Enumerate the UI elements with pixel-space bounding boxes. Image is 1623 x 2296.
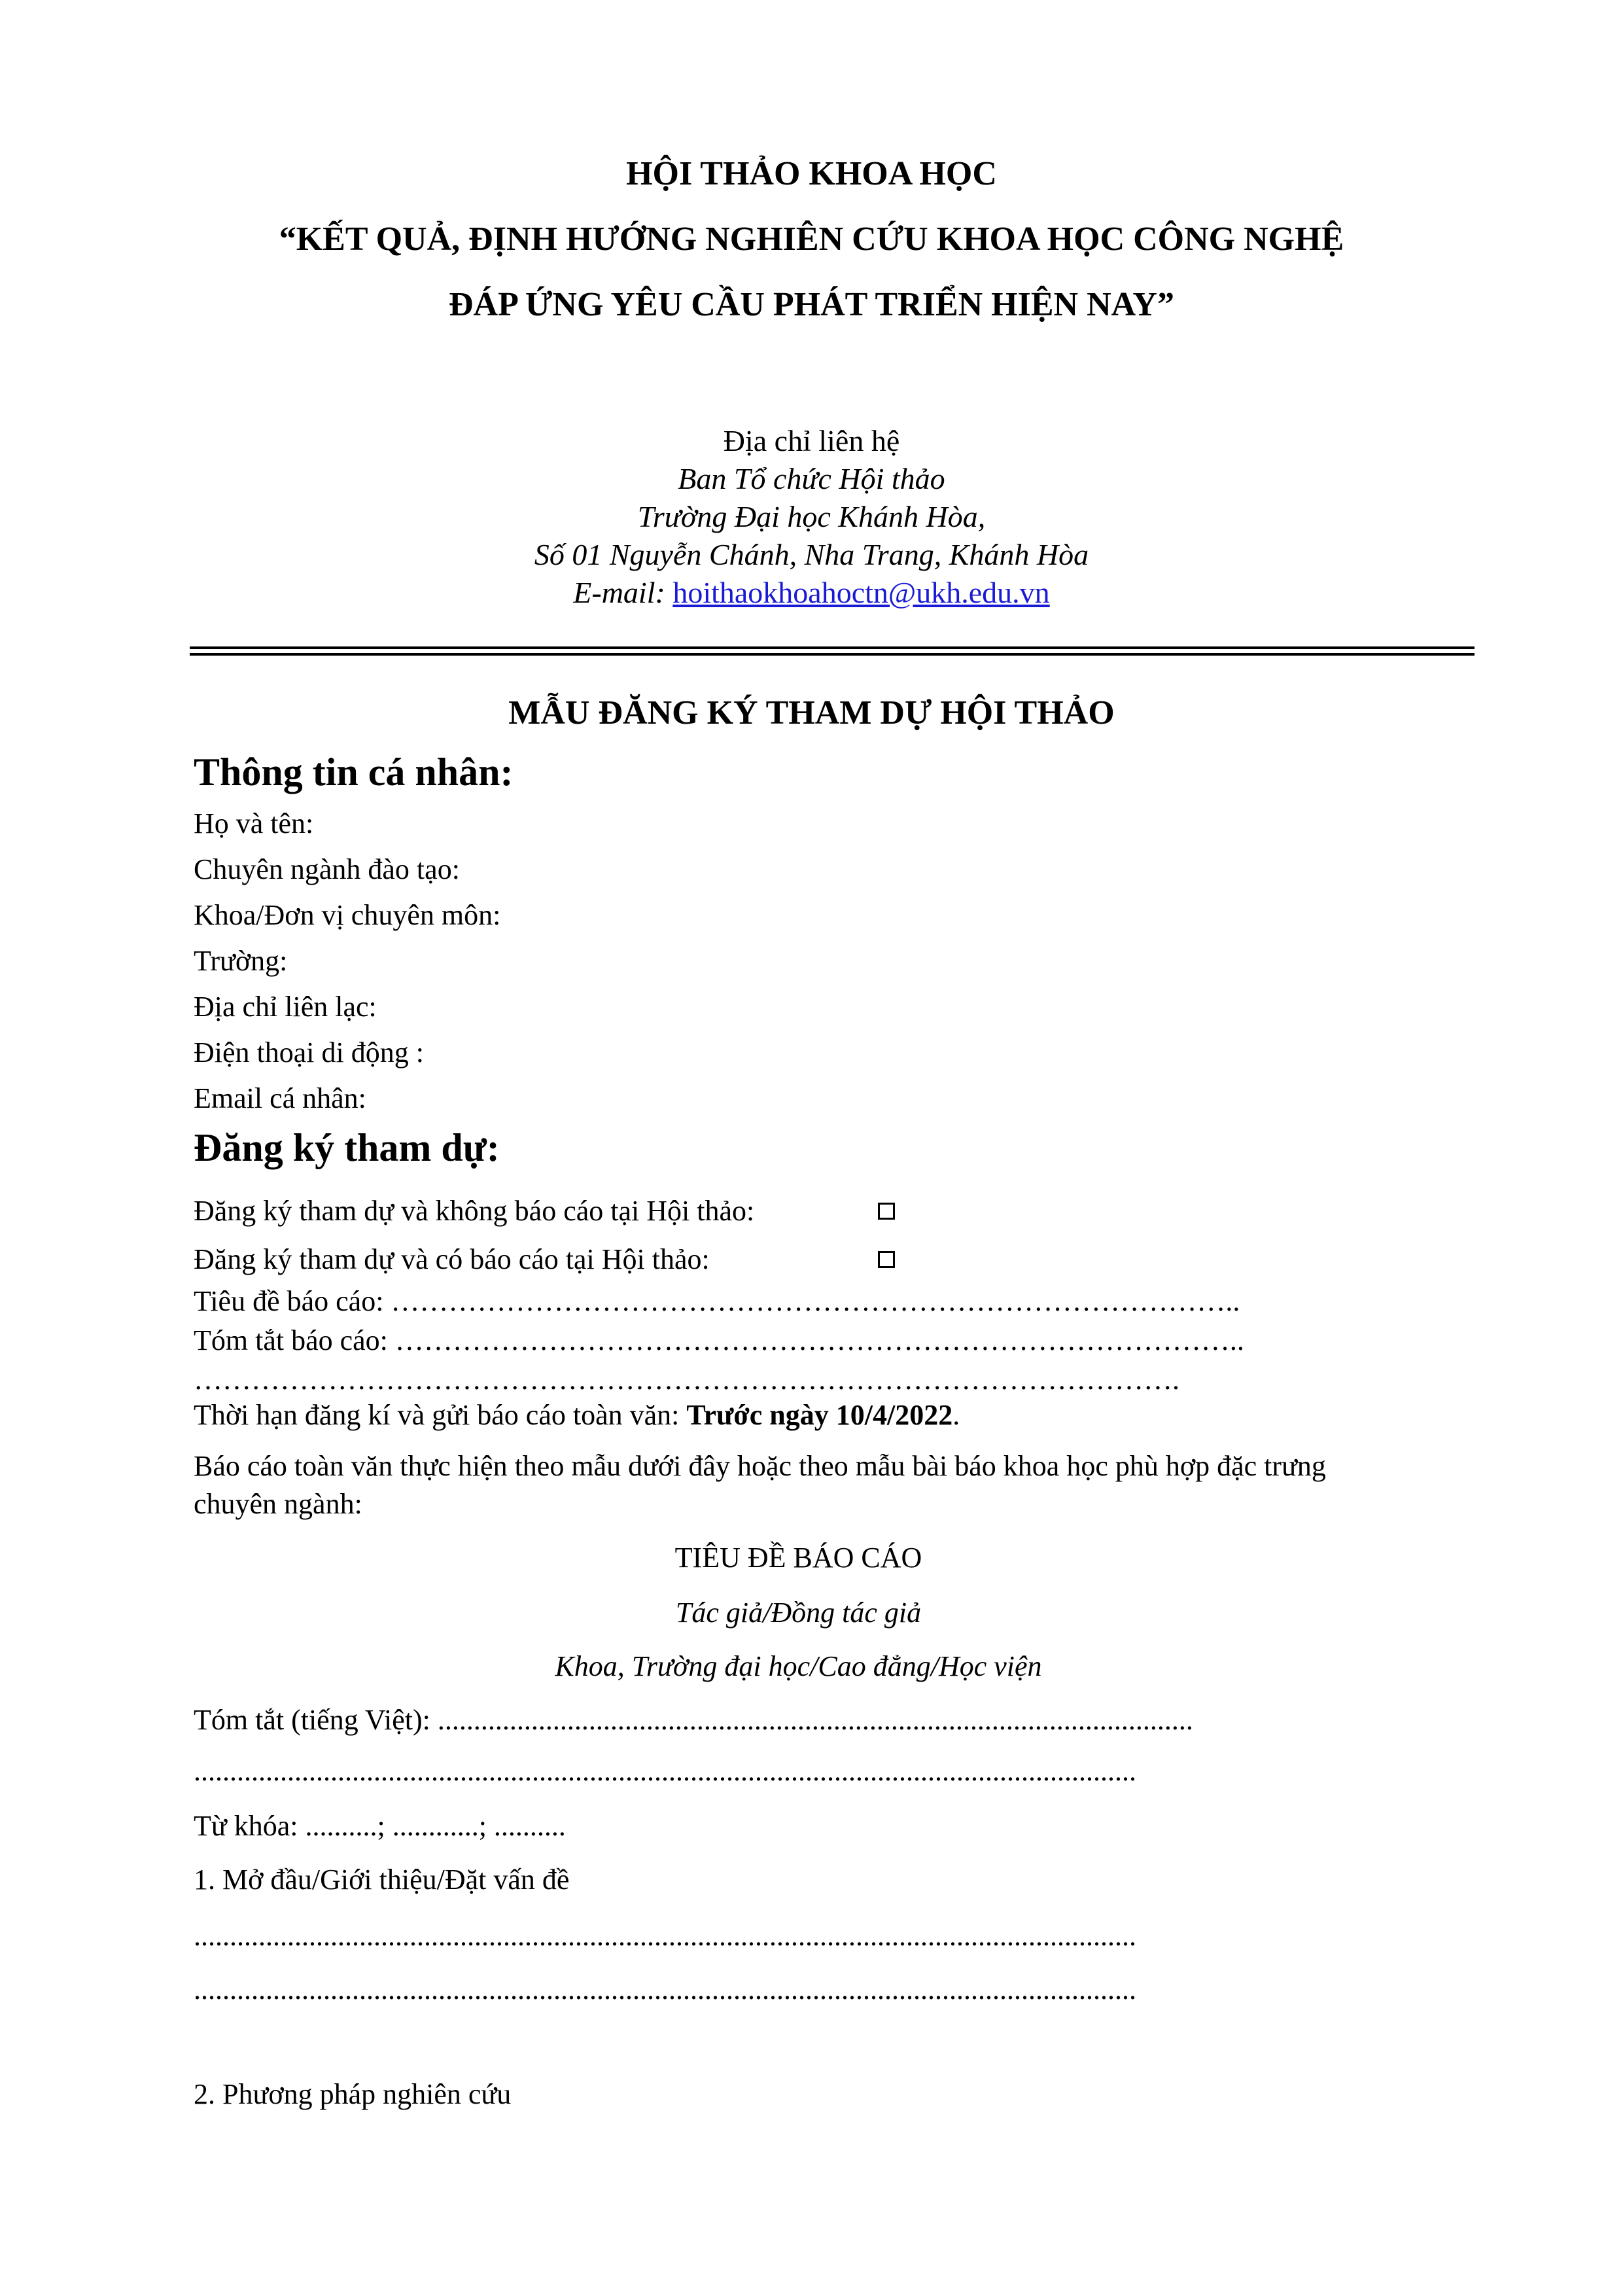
option-no-report-label: Đăng ký tham dự và không báo cáo tại Hội thảo: bbox=[194, 1195, 755, 1227]
template-section1-line2: ................................................................................................................................... bbox=[194, 1973, 1136, 2005]
email-label: E-mail: bbox=[573, 576, 665, 609]
template-section1-heading: 1. Mở đầu/Giới thiệu/Đặt vấn đề bbox=[194, 1863, 570, 1896]
divider-top bbox=[190, 646, 1475, 649]
contact-organizer: Ban Tổ chức Hội thảo bbox=[678, 462, 945, 495]
divider-bottom bbox=[190, 653, 1475, 656]
deadline-date: Trước ngày 10/4/2022 bbox=[686, 1399, 953, 1431]
template-title: TIÊU ĐỀ BÁO CÁO bbox=[674, 1542, 922, 1574]
field-phone: Điện thoại di động : bbox=[194, 1036, 424, 1069]
conference-title: HỘI THẢO KHOA HỌC bbox=[626, 155, 997, 192]
option-with-report-checkbox[interactable] bbox=[878, 1251, 895, 1271]
report-summary-line: Tóm tắt báo cáo: …………………………………………………………………………….. bbox=[194, 1324, 1244, 1356]
deadline-prefix: Thời hạn đăng kí và gửi báo cáo toàn văn: bbox=[194, 1399, 687, 1431]
field-department: Khoa/Đơn vị chuyên môn: bbox=[194, 899, 501, 931]
template-authors: Tác giả/Đồng tác giả bbox=[675, 1597, 922, 1629]
report-summary-continuation: …………………………………………………………………………………………. bbox=[194, 1364, 1179, 1396]
field-fullname: Họ và tên: bbox=[194, 807, 314, 839]
option-with-report-label: Đăng ký tham dự và có báo cáo tại Hội thảo: bbox=[194, 1243, 710, 1275]
contact-email-line bbox=[0, 574, 1623, 611]
contact-school: Trường Đại học Khánh Hòa, bbox=[637, 500, 986, 533]
report-title-line: Tiêu đề báo cáo: …………………………………………………………………………….. bbox=[194, 1285, 1240, 1317]
template-keywords: Từ khóa: ..........; ............; .......... bbox=[194, 1810, 566, 1842]
template-section2-heading: 2. Phương pháp nghiên cứu bbox=[194, 2078, 512, 2110]
template-section1-line1: ................................................................................................................................... bbox=[194, 1920, 1136, 1952]
registration-heading: Đăng ký tham dự: bbox=[194, 1126, 500, 1169]
template-note-line2: chuyên ngành: bbox=[194, 1488, 362, 1520]
field-address: Địa chỉ liên lạc: bbox=[194, 991, 377, 1023]
form-title: MẪU ĐĂNG KÝ THAM DỰ HỘI THẢO bbox=[508, 694, 1115, 732]
field-major: Chuyên ngành đào tạo: bbox=[194, 853, 460, 885]
conference-theme-line2: ĐÁP ỨNG YÊU CẦU PHÁT TRIỂN HIỆN NAY” bbox=[449, 286, 1174, 323]
template-abstract: Tóm tắt (tiếng Việt): ......................................................................................................... bbox=[194, 1704, 1193, 1736]
conference-theme-line1: “KẾT QUẢ, ĐỊNH HƯỚNG NGHIÊN CỨU KHOA HỌC CÔNG NGHỆ bbox=[279, 221, 1344, 258]
email-link[interactable]: hoithaokhoahoctn@ukh.edu.vn bbox=[672, 576, 1050, 609]
field-email: Email cá nhân: bbox=[194, 1082, 366, 1114]
deadline-line bbox=[194, 1398, 960, 1433]
option-no-report-checkbox[interactable] bbox=[878, 1203, 895, 1223]
field-school: Trường: bbox=[194, 945, 288, 977]
personal-info-heading: Thông tin cá nhân: bbox=[194, 751, 514, 794]
deadline-suffix: . bbox=[952, 1399, 960, 1431]
contact-label: Địa chỉ liên hệ bbox=[723, 424, 900, 457]
contact-address: Số 01 Nguyễn Chánh, Nha Trang, Khánh Hòa bbox=[534, 538, 1089, 571]
template-abstract-continuation: ................................................................................................................................... bbox=[194, 1755, 1136, 1787]
template-affiliation: Khoa, Trường đại học/Cao đẳng/Học viện bbox=[555, 1650, 1042, 1682]
template-note-line1: Báo cáo toàn văn thực hiện theo mẫu dưới đây hoặc theo mẫu bài báo khoa học phù hợp đặc trưng bbox=[194, 1450, 1326, 1482]
